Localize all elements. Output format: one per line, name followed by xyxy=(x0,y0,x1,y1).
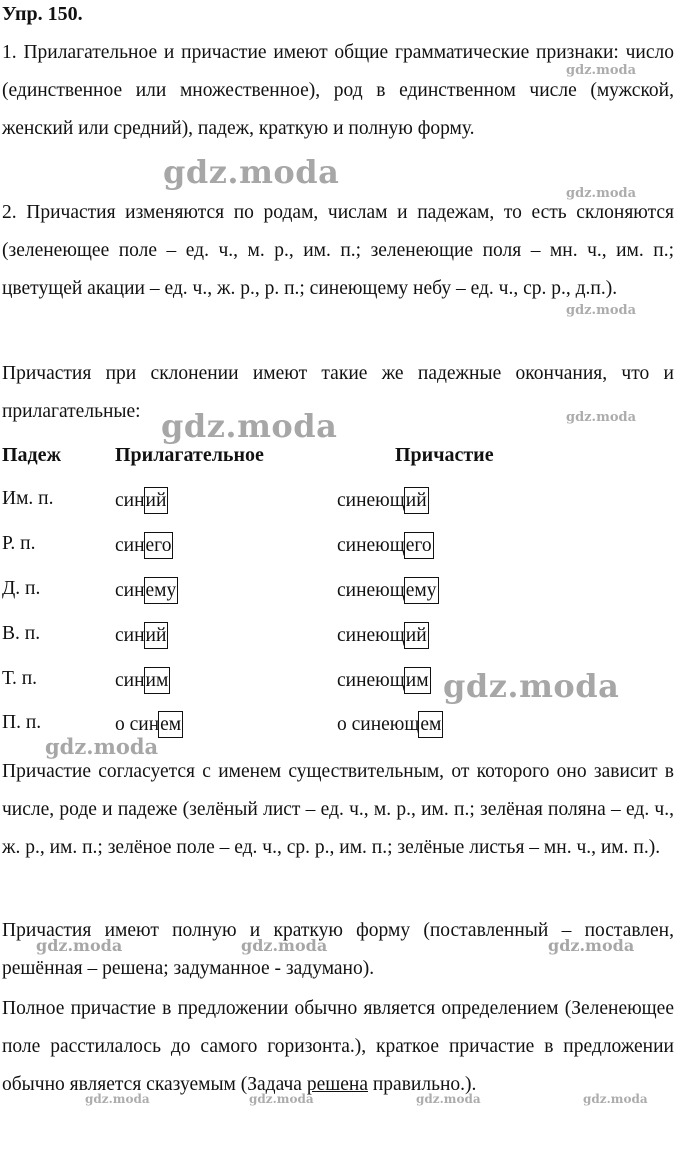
header-participle: Причастие xyxy=(395,444,494,466)
stem: син xyxy=(115,535,145,556)
watermark: gdz.moda xyxy=(566,303,637,318)
case-name: П. п. xyxy=(2,712,42,733)
exercise-title: Упр. 150. xyxy=(2,3,83,25)
stem: синеющ xyxy=(337,580,405,601)
adjective-form xyxy=(115,622,168,649)
ending-box: ий xyxy=(144,622,169,649)
participle-form xyxy=(337,622,429,649)
case-name: В. п. xyxy=(2,623,41,644)
participle-form xyxy=(337,577,439,604)
stem: синеющ xyxy=(337,670,405,691)
watermark: gdz.moda xyxy=(566,410,637,425)
adjective-form xyxy=(115,577,178,604)
paragraph-2: 2. Причастия изменяются по родам, числам и падежам, то есть склоняются (зеленеющее поле – ед. ч., м. р., им. п.; зеленеющие поля – мн. ч., им. п.; цветущей акации – ед. ч., ж. р., р. п.; синеющему небу – ед. ч., ср. р., д.п.). xyxy=(2,202,674,300)
paragraph-4: Причастие согласуется с именем существительным, от которого оно зависит в числе, роде и падеже (зелёный лист – ед. ч., м. р., им. п.; зелёная поляна – ед. ч., ж. р., им. п.; зелёное поле – ед. ч., ср. р., им. п.; зелёные листья – мн. ч., им. п.). xyxy=(2,761,674,859)
participle-form xyxy=(337,711,443,738)
paragraph-6-text: Полное причастие в предложении обычно является определением (Зеленеющее поле расстилалось до самого горизонта.), краткое причастие в предложении обычно является сказуемым (Задача xyxy=(2,998,674,1096)
ending-box: ий xyxy=(404,487,429,514)
case-name: Д. п. xyxy=(2,578,41,599)
ending-box: ем xyxy=(418,711,443,738)
adjective-form xyxy=(115,532,173,559)
ending-box: ему xyxy=(144,577,179,604)
stem: синеющ xyxy=(337,490,405,511)
ending-box: его xyxy=(144,532,174,559)
adjective-form xyxy=(115,487,168,514)
stem: син xyxy=(115,625,145,646)
watermark: gdz.moda xyxy=(566,63,637,78)
paragraph-6-end: правильно.). xyxy=(367,1074,477,1096)
underlined-word: решена xyxy=(306,1074,368,1096)
ending-box: ем xyxy=(158,711,183,738)
watermark: gdz.moda xyxy=(161,407,338,445)
ending-box: им xyxy=(144,667,171,694)
watermark: gdz.moda xyxy=(416,1092,481,1106)
case-name: Р. п. xyxy=(2,533,36,554)
stem: син xyxy=(115,580,145,601)
stem: о син xyxy=(115,714,160,735)
watermark: gdz.moda xyxy=(583,1092,648,1106)
case-name: Т. п. xyxy=(2,668,38,689)
stem: о синеющ xyxy=(337,714,420,735)
ending-box: его xyxy=(404,532,434,559)
watermark: gdz.moda xyxy=(241,936,328,955)
paragraph-1: 1. Прилагательное и причастие имеют общие грамматические признаки: число (единственное или множественное), род в единственном числе (мужской, женский или средний), падеж, краткую и полную форму. xyxy=(2,42,674,140)
paragraph-5: Причастия имеют полную и краткую форму (поставленный – поставлен, решённая – решена; задуманное - задумано). xyxy=(2,920,674,980)
ending-box: ий xyxy=(404,622,429,649)
stem: син xyxy=(115,490,145,511)
ending-box: им xyxy=(404,667,431,694)
stem: синеющ xyxy=(337,625,405,646)
watermark: gdz.moda xyxy=(443,667,620,705)
header-adjective: Прилагательное xyxy=(115,444,264,466)
adjective-form xyxy=(115,667,170,694)
stem: синеющ xyxy=(337,535,405,556)
paragraph-3: Причастия при склонении имеют такие же падежные окончания, что и прилагательные: xyxy=(2,363,674,423)
watermark: gdz.moda xyxy=(163,153,340,191)
participle-form xyxy=(337,532,434,559)
ending-box: ему xyxy=(404,577,439,604)
watermark: gdz.moda xyxy=(548,936,635,955)
stem: син xyxy=(115,670,145,691)
participle-form xyxy=(337,667,431,694)
header-case: Падеж xyxy=(2,444,62,466)
watermark: gdz.moda xyxy=(36,936,123,955)
participle-form xyxy=(337,487,429,514)
watermark: gdz.moda xyxy=(45,734,159,759)
watermark: gdz.moda xyxy=(249,1092,314,1106)
watermark: gdz.moda xyxy=(85,1092,150,1106)
paragraph-6 xyxy=(2,990,674,1105)
case-name: Им. п. xyxy=(2,488,54,509)
watermark: gdz.moda xyxy=(566,186,637,201)
ending-box: ий xyxy=(144,487,169,514)
